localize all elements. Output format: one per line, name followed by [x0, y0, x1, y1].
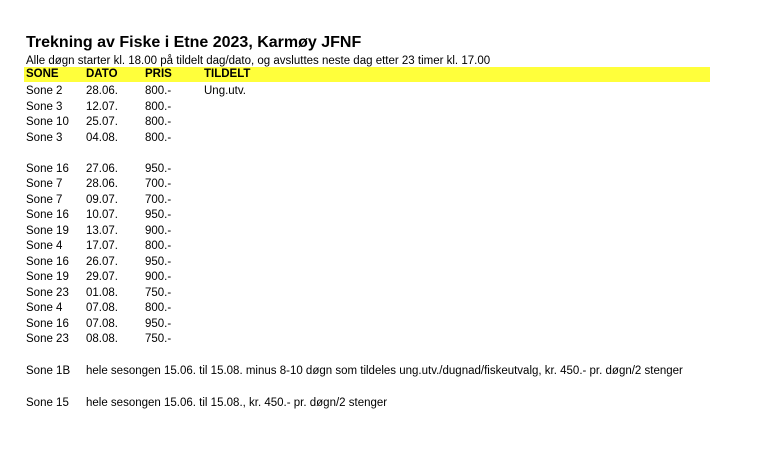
- table-cell-pris: 900.-: [145, 224, 172, 237]
- table-cell-sone: Sone 7: [26, 193, 63, 206]
- table-cell-sone: Sone 3: [26, 100, 63, 113]
- table-cell-pris: 750.-: [145, 286, 172, 299]
- table-cell-pris: 800.-: [145, 116, 172, 128]
- table-cell-pris: 950.-: [145, 162, 172, 175]
- table-cell-sone: Sone 2: [26, 85, 63, 97]
- table-cell-sone: Sone 16: [26, 255, 69, 268]
- table-cell-dato: 07.08.: [86, 302, 118, 314]
- table-cell-pris: 800.-: [145, 240, 172, 252]
- table-cell-sone: Sone 10: [26, 116, 69, 128]
- table-cell-dato: 13.07.: [86, 224, 118, 237]
- table-cell-dato: 09.07.: [86, 193, 118, 206]
- header-pris: PRIS: [145, 68, 172, 80]
- table-cell-pris: 800.-: [145, 100, 172, 113]
- table-cell-sone: Sone 19: [26, 224, 69, 237]
- table-cell-sone: Sone 19: [26, 271, 69, 283]
- table-cell-sone: Sone 23: [26, 286, 69, 299]
- table-cell-sone: Sone 23: [26, 333, 69, 345]
- table-cell-pris: 950.-: [145, 209, 172, 221]
- table-cell-sone: Sone 16: [26, 209, 69, 221]
- note-text: hele sesongen 15.06. til 15.08., kr. 450.- pr. døgn/2 stenger: [86, 397, 388, 409]
- table-cell-sone: Sone 3: [26, 131, 63, 144]
- table-cell-dato: 12.07.: [86, 100, 118, 113]
- note-text: hele sesongen 15.06. til 15.08. minus 8-10 døgn som tildeles ung.utv./dugnad/fiskeutvalg, kr. 450.- pr. døgn/2 stenger: [86, 365, 683, 377]
- table-cell-pris: 950.-: [145, 317, 172, 330]
- header-sone: SONE: [26, 68, 59, 80]
- table-cell-dato: 10.07.: [86, 209, 118, 221]
- table-cell-sone: Sone 7: [26, 178, 63, 190]
- table-cell-pris: 750.-: [145, 333, 172, 345]
- header-dato: DATO: [86, 68, 118, 80]
- header-tildelt: TILDELT: [204, 68, 251, 80]
- table-cell-pris: 950.-: [145, 255, 172, 268]
- table-cell-pris: 900.-: [145, 271, 172, 283]
- table-cell-pris: 800.-: [145, 131, 172, 144]
- note-sone: Sone 1B: [26, 365, 71, 377]
- table-cell-pris: 800.-: [145, 85, 172, 97]
- table-cell-pris: 700.-: [145, 178, 172, 190]
- table-cell-dato: 01.08.: [86, 286, 118, 299]
- table-cell-dato: 04.08.: [86, 131, 118, 144]
- table-cell-pris: 700.-: [145, 193, 172, 206]
- table-cell-dato: 28.06.: [86, 85, 118, 97]
- table-cell-dato: 08.08.: [86, 333, 118, 345]
- page-title: Trekning av Fiske i Etne 2023, Karmøy JFNF: [26, 34, 362, 51]
- note-sone: Sone 15: [26, 397, 69, 409]
- header-row-highlight: [24, 67, 710, 82]
- table-cell-dato: 28.06.: [86, 178, 118, 190]
- table-cell-dato: 07.08.: [86, 317, 118, 330]
- table-cell-tildelt: Ung.utv.: [204, 85, 246, 97]
- table-cell-sone: Sone 16: [26, 162, 69, 175]
- table-cell-pris: 800.-: [145, 302, 172, 314]
- table-cell-dato: 25.07.: [86, 116, 118, 128]
- table-cell-dato: 17.07.: [86, 240, 118, 252]
- table-cell-sone: Sone 4: [26, 240, 63, 252]
- table-cell-sone: Sone 16: [26, 317, 69, 330]
- table-cell-dato: 26.07.: [86, 255, 118, 268]
- page-subtitle: Alle døgn starter kl. 18.00 på tildelt dag/dato, og avsluttes neste dag etter 23 timer kl. 17.00: [26, 55, 491, 67]
- table-cell-dato: 27.06.: [86, 162, 118, 175]
- table-cell-dato: 29.07.: [86, 271, 118, 283]
- table-cell-sone: Sone 4: [26, 302, 63, 314]
